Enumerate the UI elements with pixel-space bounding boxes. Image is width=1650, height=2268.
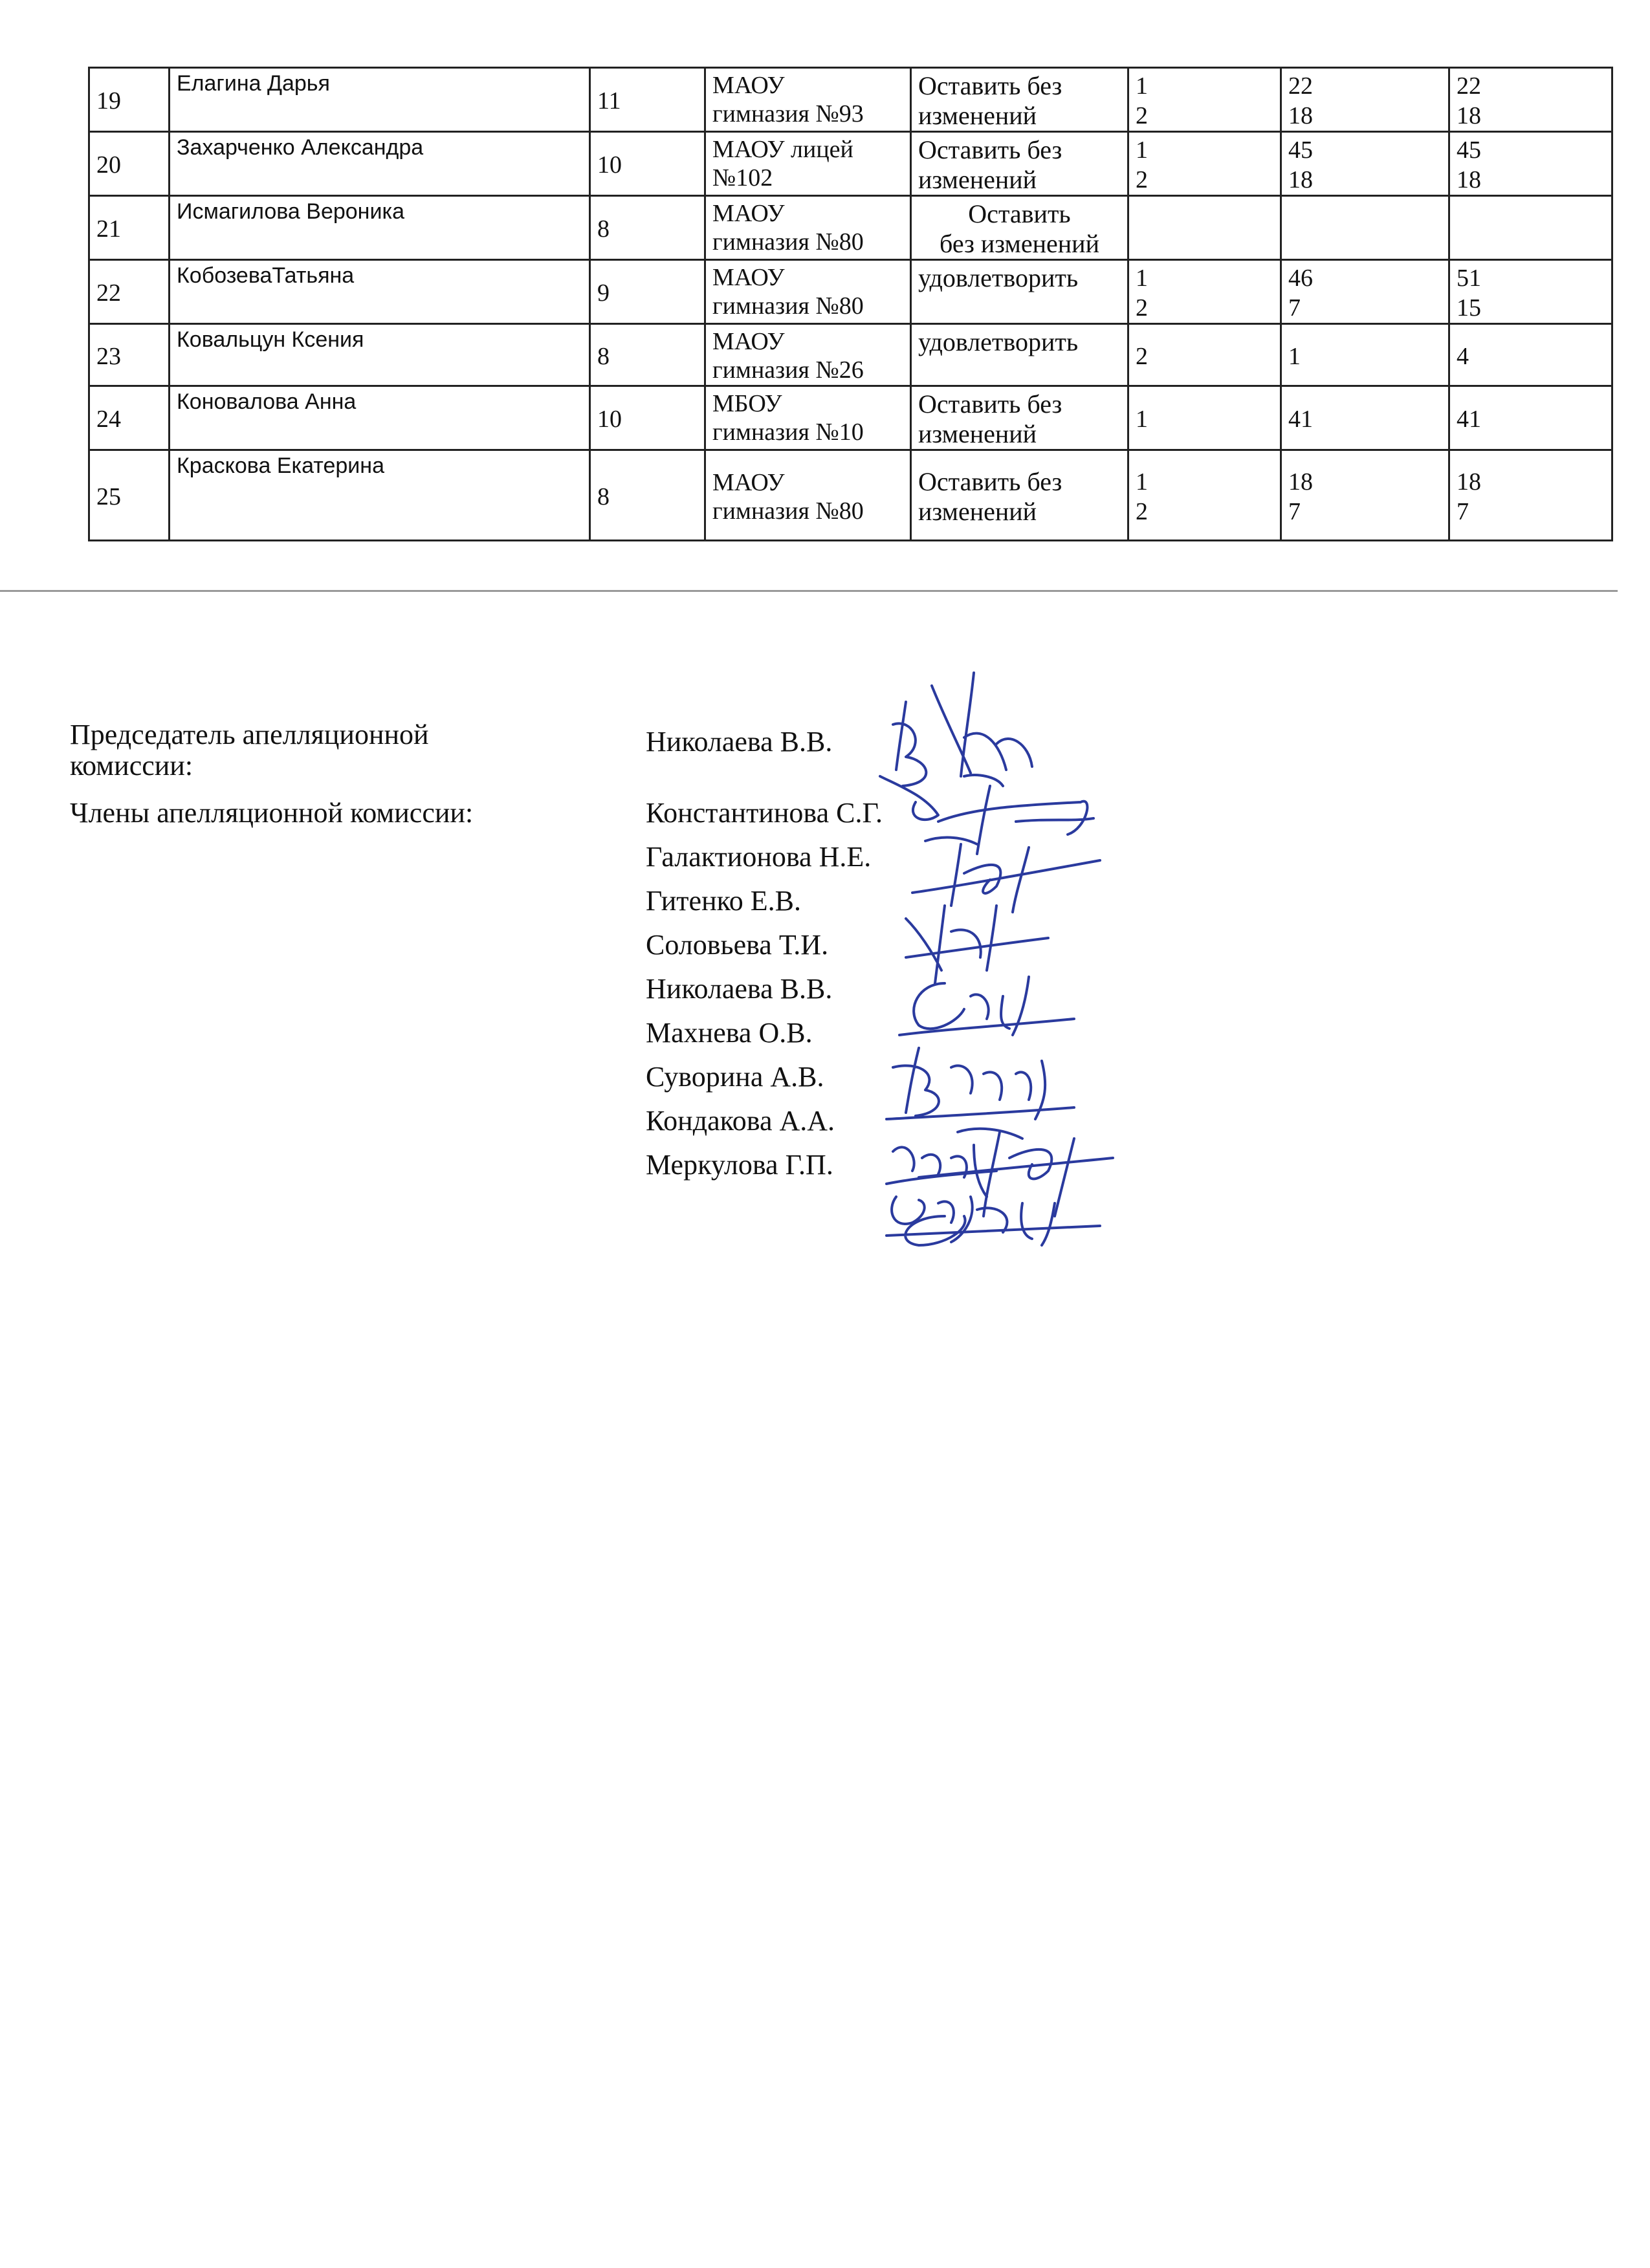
school: МАОУ гимназия №80 xyxy=(705,196,911,260)
score-before: 41 xyxy=(1281,386,1449,450)
score-after: 45 18 xyxy=(1449,132,1612,196)
table-row xyxy=(89,386,1612,450)
score-before: 22 18 xyxy=(1281,68,1449,132)
grade: 8 xyxy=(590,196,705,260)
page-edge-divider xyxy=(0,590,1618,592)
table-row xyxy=(89,196,1612,260)
row-number: 23 xyxy=(89,324,170,386)
grade: 10 xyxy=(590,386,705,450)
member-name: Суворина А.В. xyxy=(646,1061,824,1093)
decision: удовлетворить xyxy=(911,324,1128,386)
task-numbers xyxy=(1128,196,1281,260)
member-name: Махнева О.В. xyxy=(646,1017,813,1049)
score-before xyxy=(1281,196,1449,260)
row-number: 25 xyxy=(89,450,170,541)
score-after: 18 7 xyxy=(1449,450,1612,541)
member-name: Кондакова А.А. xyxy=(646,1105,835,1137)
score-before: 45 18 xyxy=(1281,132,1449,196)
task-numbers: 1 2 xyxy=(1128,260,1281,324)
school: МАОУ гимназия №80 xyxy=(705,260,911,324)
signature-chair xyxy=(880,673,1032,820)
member-name: Гитенко Е.В. xyxy=(646,885,801,917)
student-name: Коновалова Анна xyxy=(170,386,590,450)
member-name: Меркулова Г.П. xyxy=(646,1149,833,1181)
grade: 9 xyxy=(590,260,705,324)
signature-member-2 xyxy=(912,838,1100,912)
signature-member-3 xyxy=(906,906,1048,983)
signature-member-4 xyxy=(899,977,1074,1035)
student-name: Елагина Дарья xyxy=(170,68,590,132)
table-row xyxy=(89,132,1612,196)
school: МАОУ лицей №102 xyxy=(705,132,911,196)
table-row xyxy=(89,68,1612,132)
student-name: Исмагилова Вероника xyxy=(170,196,590,260)
grade: 10 xyxy=(590,132,705,196)
score-before: 46 7 xyxy=(1281,260,1449,324)
signature-member-5 xyxy=(886,1048,1074,1119)
decision: Оставить без изменений xyxy=(911,386,1128,450)
decision: Оставить без изменений xyxy=(911,450,1128,541)
row-number: 19 xyxy=(89,68,170,132)
decision: Оставить без изменений xyxy=(911,132,1128,196)
student-name: Ковальцун Ксения xyxy=(170,324,590,386)
task-numbers: 1 2 xyxy=(1128,132,1281,196)
signature-member-9 xyxy=(886,1203,1100,1245)
score-after xyxy=(1449,196,1612,260)
student-name: КобозеваТатьяна xyxy=(170,260,590,324)
decision: удовлетворить xyxy=(911,260,1128,324)
school: МАОУ гимназия №80 xyxy=(705,450,911,541)
task-numbers: 2 xyxy=(1128,324,1281,386)
row-number: 21 xyxy=(89,196,170,260)
score-after: 41 xyxy=(1449,386,1612,450)
score-before: 1 xyxy=(1281,324,1449,386)
row-number: 24 xyxy=(89,386,170,450)
score-after: 4 xyxy=(1449,324,1612,386)
table-row xyxy=(89,260,1612,324)
members-list xyxy=(646,794,883,1190)
member-name: Константинова С.Г. xyxy=(646,797,883,829)
task-numbers: 1 2 xyxy=(1128,68,1281,132)
student-name: Захарченко Александра xyxy=(170,132,590,196)
grade: 8 xyxy=(590,450,705,541)
handwritten-signatures xyxy=(867,647,1139,1248)
table-row xyxy=(89,450,1612,541)
decision: Оставить без изменений xyxy=(911,196,1128,260)
member-name: Соловьева Т.И. xyxy=(646,929,829,961)
school: МАОУ гимназия №26 xyxy=(705,324,911,386)
school: МБОУ гимназия №10 xyxy=(705,386,911,450)
chair-name: Николаева В.В. xyxy=(646,726,833,758)
score-after: 22 18 xyxy=(1449,68,1612,132)
member-name: Николаева В.В. xyxy=(646,973,833,1005)
grade: 11 xyxy=(590,68,705,132)
row-number: 20 xyxy=(89,132,170,196)
score-after: 51 15 xyxy=(1449,260,1612,324)
appeal-results-table xyxy=(88,67,1613,541)
chair-label: Председатель апелляционной комиссии: xyxy=(70,719,429,781)
members-label: Члены апелляционной комиссии: xyxy=(70,797,474,829)
signature-member-1 xyxy=(938,775,1094,854)
task-numbers: 1 xyxy=(1128,386,1281,450)
grade: 8 xyxy=(590,324,705,386)
member-name: Галактионова Н.Е. xyxy=(646,841,872,873)
row-number: 22 xyxy=(89,260,170,324)
score-before: 18 7 xyxy=(1281,450,1449,541)
school: МАОУ гимназия №93 xyxy=(705,68,911,132)
table-row xyxy=(89,324,1612,386)
task-numbers: 1 2 xyxy=(1128,450,1281,541)
decision: Оставить без изменений xyxy=(911,68,1128,132)
student-name: Краскова Екатерина xyxy=(170,450,590,541)
